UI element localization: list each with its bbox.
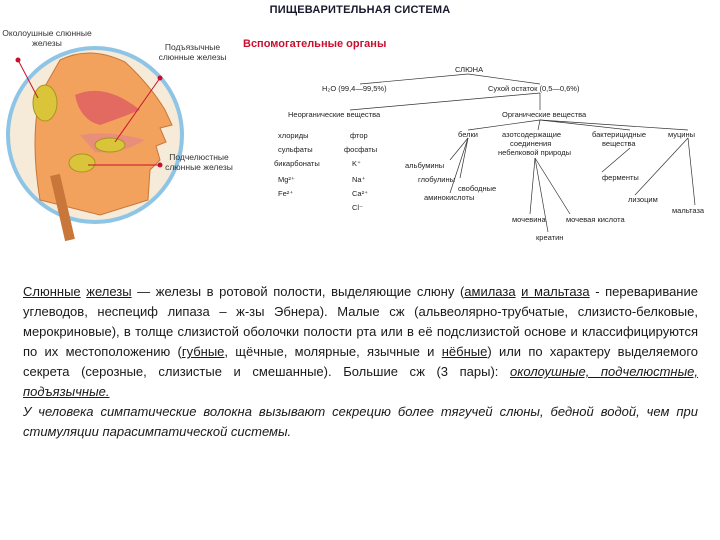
saliva-composition-diagram — [240, 60, 715, 250]
text-chunk: - переваривание углеводов, неспециф липаза – ж-зы Эбнера). Малые сж (альвеолярно-трубчатые, слизисто-белковые, мерокриновые), в толще слизистой оболочки полости рта или в её подслизистой основе и классифицируются по их местоположению ( — [23, 284, 698, 359]
ion-phosphates: фосфаты — [344, 145, 378, 154]
parotid-gland — [33, 85, 57, 121]
ion-sulfates: сульфаты — [278, 145, 313, 154]
tree-globulins: глобулины — [418, 175, 456, 184]
tree-uric-acid: мочевая кислота — [566, 215, 625, 224]
tree-proteins: белки — [458, 130, 478, 139]
tree-urea: мочевина — [512, 215, 546, 224]
ion-bicarbonates: бикарбонаты — [274, 159, 320, 168]
slide-title: ПИЩЕВАРИТЕЛЬНАЯ СИСТЕМА — [269, 4, 451, 16]
tree-nitrogen: азотсодержащие соединения небелковой природы — [498, 130, 571, 157]
tree-inorganic: Неорганические вещества — [288, 110, 381, 119]
tree-free-amino: свободные аминокислоты — [424, 184, 497, 202]
label-submandibular-glands: Подчелюстные слюнные железы — [165, 152, 233, 172]
paragraph-salivary-glands — [23, 282, 698, 402]
label-sublingual-glands: Подъязычные слюнные железы — [158, 42, 227, 62]
tree-lysozyme: лизоцим — [628, 195, 658, 204]
ion-magnesium: Mg²⁺ — [278, 175, 295, 184]
tree-dry-residue: Сухой остаток (0,5—0,6%) — [488, 84, 580, 93]
tree-enzymes: ферменты — [602, 173, 639, 182]
submandibular-gland — [69, 154, 95, 172]
ion-iron: Fe²⁺ — [278, 189, 294, 198]
ion-chlorides: хлориды — [278, 131, 309, 140]
tree-bactericidal: бактерицидные вещества — [592, 130, 647, 148]
tree-mucins: муцины — [668, 130, 696, 139]
paragraph-sympathetic: У человека симпатические волокна вызывают секрецию более тягучей слюны, бедной водой, чем при стимуляции парасимпатической системы. — [23, 404, 698, 439]
tree-root: СЛЮНА — [455, 65, 484, 74]
label-parotid-glands: Околоушные слюнные железы — [2, 28, 92, 48]
term-major-glands: околоушные, подчелюстные, подъязычные. — [23, 364, 698, 399]
term-palatine: нёбные — [441, 344, 488, 359]
sublingual-gland — [95, 138, 125, 152]
term-glands: железы — [86, 284, 132, 299]
term-maltase: и мальтаза — [521, 284, 590, 299]
tree-water: H₂O (99,4—99,5%) — [322, 84, 387, 93]
tree-albumins: альбумины — [405, 161, 445, 170]
tree-organic: Органические вещества — [502, 110, 587, 119]
ion-fluorine: фтор — [350, 131, 368, 140]
text-chunk: ) или по характеру выделяемого секрета (серозные, слизистые и смешанные). Большие сж (3 пары): — [23, 344, 699, 379]
tree-maltase: мальтаза — [672, 206, 705, 215]
tree-creatinine: креатин — [536, 233, 564, 242]
main-paragraphs — [23, 282, 698, 442]
term-salivary: Слюнные — [23, 284, 81, 299]
term-labial: губные — [181, 344, 225, 359]
ion-chloride: Cl⁻ — [352, 203, 364, 212]
term-amylase: амилаза — [464, 284, 516, 299]
text-chunk: , щёчные, молярные, язычные и — [224, 344, 442, 359]
text-chunk: — железы в ротовой полости, выделяющие слюну ( — [131, 284, 465, 299]
ion-potassium: K⁺ — [352, 159, 361, 168]
section-subtitle: Вспомогательные органы — [243, 38, 387, 50]
ion-sodium: Na⁺ — [352, 175, 366, 184]
ion-calcium: Ca²⁺ — [352, 189, 369, 198]
